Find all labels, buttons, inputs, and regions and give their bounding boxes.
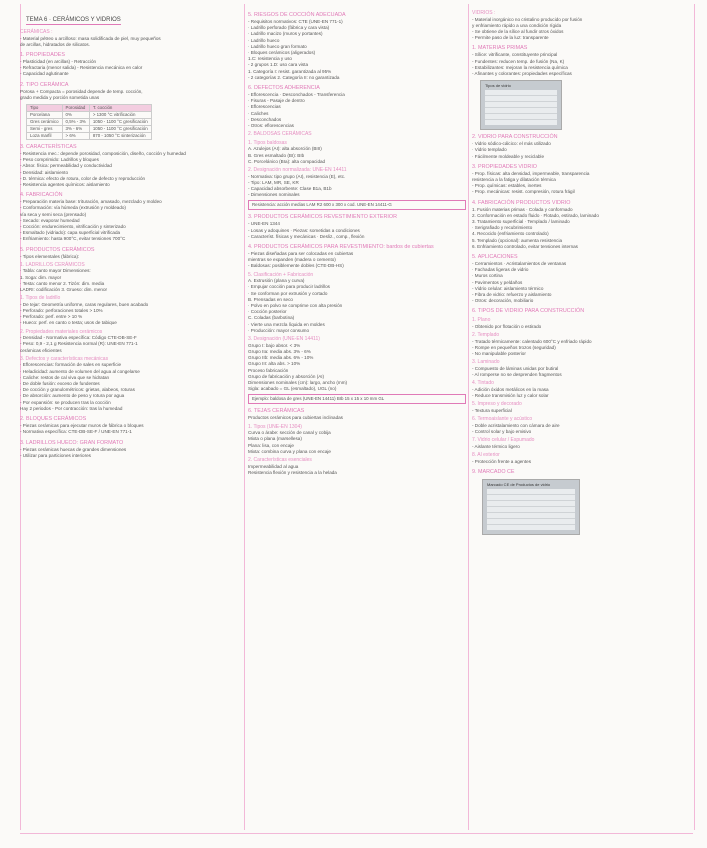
- note-line: · De cocción y granulométricos: grietas, alabeos, roturas: [20, 387, 135, 393]
- note-line: y enfriamiento rápido a una condición rígida: [472, 22, 562, 28]
- note-line: - Vidrio celular: aislamiento térmico: [472, 285, 544, 291]
- note-line: 1. Fusión materias primas · Colada y conformado: [472, 206, 573, 212]
- note-line: - Losas y adoquines · Piezas: sometidas a condiciones: [248, 227, 360, 233]
- note-line: - Resistencia mec.: depende porosidad, composición, diseño, cocción y humedad: [20, 151, 186, 157]
- table-row: [27, 119, 152, 126]
- sub-heading: 1. LADRILLOS CERÁMICOS: [20, 261, 85, 268]
- note-line: Grupo de fabricación y absorción (AI): [248, 373, 325, 379]
- note-line: Mixta o plana (marsellesa): [248, 436, 302, 442]
- sub-heading: 3. Defectos y características mecánicas: [20, 355, 109, 362]
- sub-heading: 2. Templado: [472, 332, 500, 339]
- sub-heading: 2. BALDOSAS CERÁMICAS: [248, 131, 312, 138]
- section-heading: 1. MATERIAS PRIMAS: [472, 45, 528, 52]
- note-line: Impermeabilidad al agua: [248, 463, 299, 469]
- note-line: - Preparación materia base: trituración, amasado, mezclado y moldeo: [20, 199, 162, 205]
- note-line: Sigla: acabado = GL (esmaltado), UGL (no): [248, 386, 337, 392]
- note-line: · Caliche: restos de cal viva que se hidratan: [20, 374, 110, 380]
- glass-types-photo: [480, 80, 562, 130]
- note-line: · Producción: mayor consumo: [248, 327, 310, 333]
- note-line: · Caliches: [248, 110, 269, 116]
- note-line: - Peso: 0,9 - 2,1 g Resistencia normal (R): UNE-EN 771-1: [20, 341, 138, 347]
- note-line: de arcillas, hidratados de silicatos.: [20, 41, 90, 47]
- section-heading: 5. RIESGOS DE COCCIÓN ADECUADA: [248, 12, 346, 18]
- note-line: - De tejar: Geometría uniforme, caras regulares, buen acabado: [20, 301, 149, 307]
- note-line: · Vidrio sódico-cálcico: el más utilizado: [472, 141, 551, 147]
- note-line: Plana: lisa, con encaje: [248, 442, 294, 448]
- note-line: - Esmaltado (vidriado): capa superficial vitrificada: [20, 230, 121, 236]
- note-line: · Ladrillo hueco: [248, 37, 280, 43]
- table-header-cell: Porosidad: [62, 105, 89, 112]
- sub-heading: CERÁMICAS :: [20, 29, 53, 35]
- table-header-cell: T. cocción: [89, 105, 151, 112]
- note-line: - Capacidad absorbente: Clase B1a, B1b: [248, 186, 332, 192]
- table-cell: 1050 - 1100 °C gresificación: [89, 126, 151, 133]
- note-line: - 2 grupos 1.D: uso cara vista: [248, 62, 309, 68]
- table-header-cell: Tipo: [27, 105, 63, 112]
- ce-marking-photo: [482, 479, 580, 535]
- sub-heading: 1. Tipos (UNE-EN 1304): [248, 423, 302, 430]
- note-line: - Resistencia agentes químicos: aislamiento: [20, 182, 110, 188]
- note-line: Mixta: combina curva y plana con encaje: [248, 448, 331, 454]
- note-line: · Vierte una mezcla líquida en moldes: [248, 321, 325, 327]
- note-line: - Textura superficial: [472, 408, 512, 414]
- note-line: - Utilizar para particiones interiores: [20, 452, 91, 458]
- note-line: - Característ. físicas y mecánicas · Desliz., comp., flexión: [248, 233, 365, 239]
- porosity-table: [26, 104, 152, 140]
- note-line: - Peso comprimido: Ladrillos y bloques: [20, 157, 99, 163]
- section-heading: 2. BLOQUES CERÁMICOS: [20, 416, 87, 423]
- note-line: · Ladrillo perforado (fábrica y cara vista): [248, 25, 330, 31]
- note-line: A. Azulejos (AI): alta absorción (BIII): [248, 146, 322, 152]
- note-line: - Densidad - Normativa específica: Código CTE-DB-SE-F: [20, 335, 137, 341]
- table-cell: Gres cerámico: [27, 119, 63, 126]
- note-line: - Plasticidad (en arcillas) - Retracción: [20, 59, 97, 64]
- note-line: - Cerramientos · Acristalamientos de ventanas: [472, 261, 567, 267]
- note-line: - Material inorgánico no cristalino producido por fusión: [472, 16, 583, 22]
- note-line: · Fisuras - Pasaje de dentro: [248, 98, 305, 104]
- note-line: - Por expansión: se producen tras la cocción: [20, 399, 111, 405]
- note-line: · Cocción posterior: [248, 309, 287, 315]
- column-divider-2: [468, 4, 469, 830]
- table-cell: 870 - 1050 °C sinterización: [89, 133, 151, 140]
- note-line: - Enfriamiento: hasta 900°C, evitar tensiones 700°C: [20, 236, 126, 242]
- note-line: - Sílice: vitrificante, constituyente principal: [472, 52, 558, 58]
- section-heading: 4. FABRICACIÓN PRODUCTOS VIDRIO: [472, 199, 571, 206]
- note-line: resistencia a la fatiga y dilatación térmica: [472, 177, 556, 183]
- note-line: · Tabla: canto mayor Dimensiones:: [20, 268, 91, 274]
- section-heading: 3. LADRILLOS HUECO: GRAN FORMATO: [20, 439, 124, 446]
- section-heading: 4. FABRICACIÓN: [20, 192, 63, 199]
- note-line: - Doble acristalamiento con cámara de aire: [472, 422, 560, 428]
- table-cell: Semi - gres: [27, 126, 63, 133]
- table-row: [27, 112, 152, 119]
- section-heading: 3. PROPIEDADES VIDRIO: [472, 163, 538, 170]
- note-line: - UNE-EN 1344: [248, 221, 280, 227]
- sub-heading: 1. Tipos baldosas: [248, 139, 287, 146]
- note-line: - Tipos elementales (fábrica):: [20, 253, 80, 259]
- note-line: - Fibra de vidrio: refuerzo y aislamiento: [472, 292, 552, 298]
- note-line: - Requisitos normativos: CTE (UNE-EN 771-1): [248, 19, 343, 24]
- table-cell: > 6%: [62, 133, 89, 140]
- photo-table-grid: [485, 90, 557, 125]
- section-heading: 6. TIPOS DE VIDRIO PARA CONSTRUCCIÓN: [472, 308, 585, 315]
- section-heading: 6. DEFECTOS ADHERENCIA: [248, 85, 320, 92]
- note-line: Grupo I: bajo absor. < 3%: [248, 342, 301, 348]
- note-line: · Serigrafiado y recubrimiento: [472, 225, 533, 231]
- note-line: · Ladrillo macizo (muros y portantes): [248, 31, 323, 37]
- note-line: - Prop. químicas: estables, inertes: [472, 183, 542, 189]
- note-line: · Muros cortina: [472, 273, 503, 279]
- column-ceramics: [20, 8, 240, 840]
- note-line: Proceso fabricación: [248, 367, 289, 373]
- note-line: - Piezas cerámicas para ejecutar muros de fábrica o bloques: [20, 423, 144, 429]
- note-line: - Eflorescencia · Desconchados - Transferencia: [248, 92, 345, 98]
- sub-heading: 3. Designación (UNE-EN 14411): [248, 336, 320, 343]
- note-line: Productos cerámicos para cubiertas inclinadas: [248, 415, 343, 421]
- photo-table-grid: [487, 489, 575, 530]
- section-heading: 1. PROPIEDADES: [20, 52, 65, 58]
- note-line: - Prop. mecánicas: resist. compresión, rotura frágil: [472, 189, 575, 195]
- note-line: - Reduce transmisión luz y calor solar: [472, 393, 549, 399]
- note-line: - Permite paso de la luz: transparente: [472, 35, 549, 41]
- note-line: · Heladicidad: aumento de volumen del agua al congelarse: [20, 368, 140, 374]
- note-line: Resistencia flexión y resistencia a la helada: [248, 469, 337, 475]
- note-line: - Capacidad aglutinante: [20, 71, 69, 77]
- note-line: 1. Categoría I: resist. garantizada al 95%: [248, 68, 332, 74]
- sub-heading: VIDRIOS :: [472, 10, 496, 16]
- table-cell: 1050 - 1100 °C gresificación: [89, 119, 151, 126]
- sub-heading: 5. Clasificación + Fabricación: [248, 271, 314, 278]
- note-line: - Densidad: aislamiento: [20, 169, 69, 175]
- note-line: · Bloques cerámicos (aligerados): [248, 50, 316, 56]
- note-line: - Dimensiones nominales: [248, 192, 300, 198]
- note-line: - Adición óxidos metálicos en la masa: [472, 387, 549, 393]
- note-line: - Conformación: vía húmeda (extrusión y moldeado): [20, 205, 126, 211]
- note-line: - Aislante térmico ligero: [472, 443, 520, 449]
- sub-heading: 3. Laminado: [472, 359, 500, 366]
- note-line: - Protección frente a agentes: [472, 458, 531, 464]
- section-heading: 9. MARCADO CE: [472, 468, 515, 475]
- boxed-example: Ejemplo: baldosa de gres (UNE-EN 14411) BIb 15 x 15 x 10 mm GL: [248, 394, 466, 404]
- note-line: · Fachadas ligeras de vidrio: [472, 267, 529, 273]
- note-line: - Material pétreo u arcilloso: masa solidificada de piel, muy pequeños: [20, 35, 161, 41]
- photo-caption: Marcado CE de Productos de vidrio: [487, 481, 551, 487]
- note-line: - No manipulable posterior: [472, 351, 526, 357]
- note-line: · Eflorescencias: [248, 104, 281, 110]
- note-line: - Control solar y bajo emisivo: [472, 429, 532, 435]
- sub-heading: 8. Al exterior: [472, 452, 500, 459]
- note-line: Grupo IIb: media abs. 6% - 10%: [248, 355, 314, 361]
- note-line: · Desconchados: [248, 116, 282, 122]
- note-line: · Polvo en polvo se comprime con alta presión: [248, 303, 343, 309]
- note-line: - Estabilizantes: mejoran la resistencia química: [472, 64, 568, 70]
- note-line: - Compuesto de láminas unidas por butiral: [472, 366, 559, 372]
- note-line: C. Porcelánico (BIa): alta compacidad: [248, 158, 326, 164]
- note-line: · Empujar cocción para producir ladrillos: [248, 284, 330, 290]
- sub-heading: 2. Designación normalizada: UNE-EN 14411: [248, 167, 347, 174]
- note-line: C. Coladas (barbotina): [248, 315, 295, 321]
- note-line: - Refractaria (menor salida) - Resistencia mecánica en calor: [20, 65, 143, 71]
- sub-heading: 2. Características esenciales: [248, 456, 312, 463]
- note-line: · Ladrillo hueco gran formato: [248, 43, 307, 49]
- note-line: 6. Enfriamiento controlado, evitar tensiones internas: [472, 243, 578, 249]
- note-line: - Secado: evaporar humedad: [20, 217, 80, 223]
- sub-heading: 7. Vidrio celular / Espumado: [472, 437, 535, 444]
- note-line: - Prop. físicas: alta densidad, impermeable, transparencia: [472, 170, 590, 176]
- note-line: - Tratado térmicamente: calentado 600°C y enfriado rápido: [472, 338, 592, 344]
- note-line: - Tipo: LAM, MR, SE, KR: [248, 179, 299, 185]
- note-line: - Piezas diseñadas para ser colocadas en cubiertas: [248, 251, 354, 257]
- section-heading: 4. PRODUCTOS CERÁMICOS PARA REVESTIMIENTO: bardos de cubiertas: [248, 244, 434, 251]
- note-line: · Vidrio templado: [472, 147, 507, 153]
- boxed-example: Resistencia: acción medias LAM R2 600 x 300 x cod. UNE-EN 14411-G: [248, 200, 466, 210]
- note-line: - Normativa: tipo grupo (AI), resistencia (E), etc.: [248, 173, 346, 179]
- page-title: TEMA 6 · CERÁMICOS Y VIDRIOS: [26, 17, 121, 23]
- column-glass: [472, 8, 692, 840]
- note-line: 5. Templado (opcional): aumenta resistencia: [472, 237, 563, 243]
- note-line: - Obtenido por flotación o estirado: [472, 324, 542, 330]
- note-line: - Hueco: perf. en canto o testa; usos de tabique: [20, 320, 117, 326]
- section-heading: 2. TIPO CERÁMICA: [20, 81, 69, 88]
- note-line: Porosa + Compacta = porosidad depende de temp. cocción,: [20, 88, 143, 94]
- note-line: vía seca y semi seca (prensado): [20, 211, 87, 217]
- note-line: · Testa: canto menor 2. Tizón: dim. media: [20, 280, 105, 286]
- sub-heading: 5. Impreso y decorado: [472, 401, 522, 408]
- section-heading: 2. VIDRIO PARA CONSTRUCCIÓN: [472, 134, 558, 141]
- table-row: [27, 126, 152, 133]
- note-line: Dimensiones nominales (cm): largo, ancho (mm): [248, 379, 348, 385]
- note-line: · Se conforman por extrusión y cortado: [248, 290, 328, 296]
- note-line: Grupo IIa: media abs. 3% - 6%: [248, 348, 311, 354]
- note-line: - Se obtiene de la sílice al fundir otros óxidos: [472, 29, 564, 34]
- note-line: - Al romperse no se desprenden fragmentos: [472, 372, 562, 378]
- note-line: · De doble fusión: exceso de fundentes: [20, 381, 100, 387]
- section-heading: 3. PRODUCTOS CERÁMICOS REVESTIMIENTO EXTERIOR: [248, 214, 397, 221]
- note-line: - Absor. física: permeabilidad y conductividad: [20, 163, 112, 169]
- note-line: Hay 2 periodos - Por contracción: tras la humedad: [20, 405, 123, 411]
- sub-heading: 1. Plano: [472, 317, 491, 324]
- section-heading: 5. PRODUCTOS CERÁMICOS: [20, 246, 95, 253]
- table-row: [27, 133, 152, 140]
- note-line: - Fundentes: reducen temp. de fusión (Na, K): [472, 58, 565, 64]
- note-line: mientras se expanden (madera o cemento): [248, 257, 336, 263]
- note-line: - 2 categorías 2. Categoría II: no garantizada: [248, 74, 340, 80]
- note-line: - Otros: eflorescencias: [248, 123, 294, 129]
- table-cell: > 1300 °C vitrificación: [89, 112, 151, 119]
- note-line: 4. Recocido (enfriamiento controlado): [472, 231, 549, 237]
- note-line: - Otros: decoración, mobiliario: [472, 298, 534, 304]
- note-line: cerámicas eficientes: [20, 347, 62, 353]
- note-line: - Afinantes y colorantes: propiedades específicas: [472, 71, 572, 77]
- note-line: Grupo III: alta abs. > 10%: [248, 361, 301, 367]
- note-line: - D. térmica: efecto de rotura, color de defecto y reproducción: [20, 175, 146, 181]
- section-heading: 5. APLICACIONES: [472, 254, 518, 261]
- section-heading: 6. TEJAS CERÁMICAS: [248, 408, 305, 415]
- column-ceramic-products: [248, 8, 466, 840]
- note-line: - Rompe en pequeños trozos (seguridad): [472, 345, 556, 351]
- table-cell: Porcelana: [27, 112, 63, 119]
- note-line: B. Prensadas en seco: [248, 296, 293, 302]
- note-line: Curva o árabe: sección de canal y cobija: [248, 430, 331, 436]
- note-line: - Normativa específica: CTE-DB-SE-F / UNE-EN 771-1: [20, 429, 132, 435]
- note-line: - Baldosas: posiblemente dobles (CTE-DB-HS): [248, 263, 344, 269]
- note-line: 1.C: resistencia y uso: [248, 56, 292, 62]
- sub-heading: 6. Termoaislante y acústico: [472, 416, 533, 423]
- note-line: · Eflorescencias: formación de sales en superficie: [20, 362, 122, 368]
- note-line: grado medida y porción sometida unas: [20, 94, 100, 100]
- note-line: B. Gres esmaltado (BI): BIb: [248, 152, 305, 158]
- note-line: · De absorción: aumento de peso y rotura por agua: [20, 393, 125, 399]
- note-line: - Pavimentos y peldaños: [472, 279, 523, 285]
- note-line: - Cocción: endurecimiento, vitrificación y sinterizado: [20, 224, 126, 230]
- note-line: - Piezas cerámicas huecas de grandes dimensiones: [20, 446, 127, 452]
- note-line: 1. Soga: dim. mayor: [20, 274, 62, 280]
- table-cell: 0%: [62, 112, 89, 119]
- note-line: - Perforado: perf. entre > 10 %: [20, 314, 83, 320]
- note-line: LADRI: codificación 3. Grueso: dim. menor: [20, 287, 108, 293]
- note-line: 2. Conformación en estado fluido · Flotado, estirado, laminado: [472, 212, 599, 218]
- sub-heading: 2. Propiedades materiales cerámicos: [20, 328, 103, 335]
- sub-heading: 1. Tipos de ladrillo: [20, 295, 61, 302]
- table-cell: 3% - 6%: [62, 126, 89, 133]
- table-cell: Loza marfil: [27, 133, 63, 140]
- margin-line-right: [694, 4, 695, 830]
- column-divider-1: [244, 4, 245, 830]
- table-cell: 0,5% - 3%: [62, 119, 89, 126]
- note-line: 3. Tratamiento superficial · Templado / laminado: [472, 219, 570, 225]
- section-heading: 3. CARACTERÍSTICAS: [20, 144, 77, 151]
- sub-heading: 4. Tintado: [472, 380, 494, 387]
- note-line: - Perforado: perforaciones totales > 10%: [20, 308, 103, 314]
- photo-caption: Tipos de vidrio: [485, 83, 511, 89]
- note-line: · Fácilmente moldeable y reciclable: [472, 153, 544, 159]
- note-line: A. Extrusión (plana y curva): [248, 278, 305, 284]
